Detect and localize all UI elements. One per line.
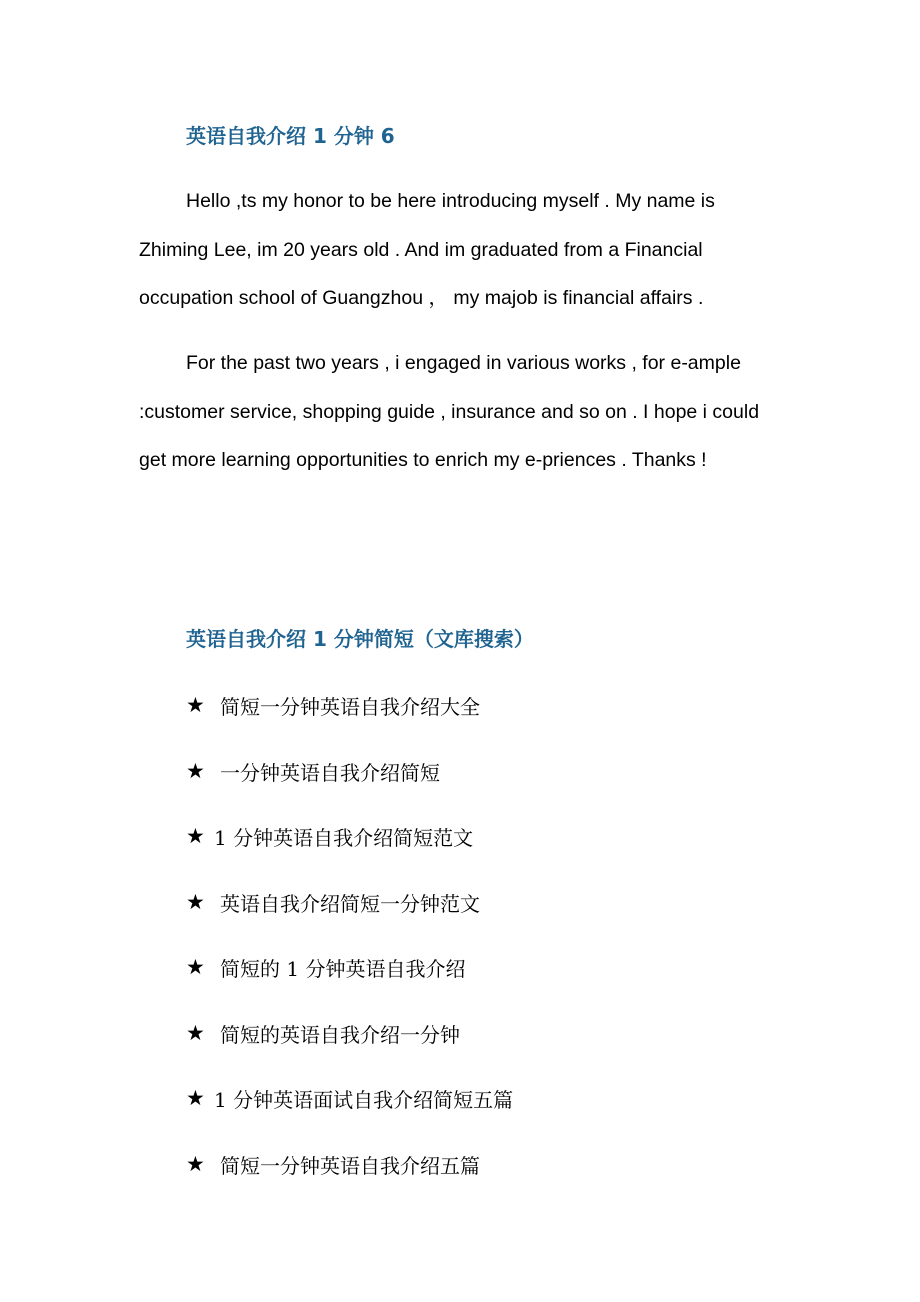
intro-paragraph-2: For the past two years , i engaged in various works , for e-ample :customer service, shopping guide , insurance and so on . I hope i could get more learning opportunities to enrich my e-priences . Thanks !	[139, 352, 760, 471]
related-link-label[interactable]: 简短的英语自我介绍一分钟	[220, 1022, 460, 1047]
related-link-label[interactable]: 简短一分钟英语自我介绍五篇	[220, 1153, 480, 1178]
star-icon: ★	[186, 758, 205, 783]
star-icon: ★	[186, 1151, 205, 1176]
related-link-item[interactable]	[186, 739, 513, 805]
related-link-label[interactable]: 简短的 1 分钟英语自我介绍	[220, 957, 466, 982]
related-links-list	[186, 673, 513, 1197]
star-icon: ★	[186, 693, 205, 718]
related-link-label[interactable]: 1 分钟英语自我介绍简短范文	[214, 826, 474, 851]
star-icon: ★	[186, 1020, 205, 1045]
related-link-item[interactable]	[186, 870, 513, 936]
star-icon: ★	[186, 889, 205, 914]
related-link-item[interactable]	[186, 673, 513, 739]
section-heading-related: 英语自我介绍 1 分钟简短（文库搜索）	[186, 627, 534, 651]
star-icon: ★	[186, 955, 205, 980]
related-link-item[interactable]	[186, 935, 513, 1001]
related-link-label[interactable]: 英语自我介绍简短一分钟范文	[220, 891, 480, 916]
related-link-item[interactable]	[186, 1066, 513, 1132]
related-link-item[interactable]	[186, 1001, 513, 1067]
intro-paragraph-1: Hello ,ts my honor to be here introducing myself . My name is Zhiming Lee, im 20 years old . And im graduated from a Financial occupation school of Guangzhou ， my majob is financial affairs .	[139, 190, 715, 309]
star-icon: ★	[186, 824, 205, 849]
related-link-label[interactable]: 简短一分钟英语自我介绍大全	[220, 695, 480, 720]
related-link-item[interactable]	[186, 1132, 513, 1198]
section-heading-intro: 英语自我介绍 1 分钟 6	[186, 124, 395, 148]
related-link-item[interactable]	[186, 804, 513, 870]
star-icon: ★	[186, 1086, 205, 1111]
related-link-label[interactable]: 一分钟英语自我介绍简短	[220, 760, 440, 785]
related-link-label[interactable]: 1 分钟英语面试自我介绍简短五篇	[214, 1088, 514, 1113]
